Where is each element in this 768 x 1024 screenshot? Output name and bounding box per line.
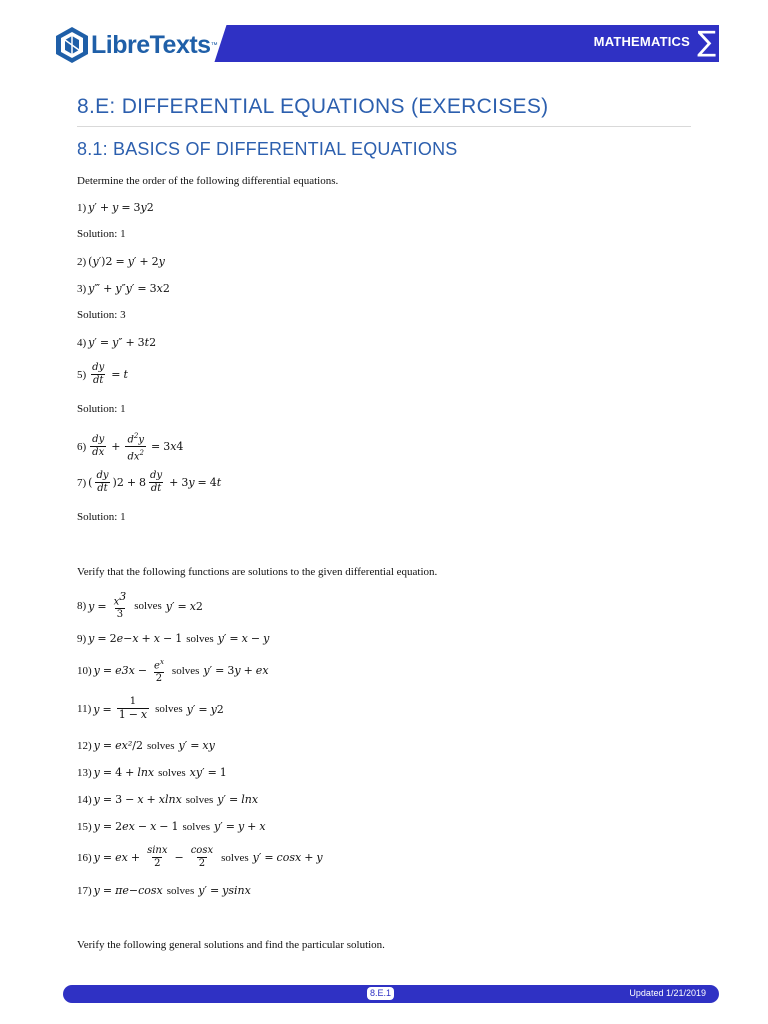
solution-7: Solution: 1 <box>77 511 126 523</box>
title-divider <box>77 126 691 127</box>
logo-text: LibreTexts <box>91 30 211 59</box>
problem-15: 15) y = 2 e x − x − 1 solves y ′ = y + x <box>77 820 266 833</box>
problem-12: 12) y = e x² /2 solves y ′ = xy <box>77 739 215 752</box>
solution-5: Solution: 1 <box>77 403 126 415</box>
libretexts-cube-icon <box>55 26 89 64</box>
problem-11: 11) y = $\frac{1}{1 - x}$ solves y ′ = y 2 <box>77 696 224 721</box>
page-title: 8.E: DIFFERENTIAL EQUATIONS (EXERCISES) <box>77 95 549 118</box>
problem-13: 13) y = 4 + lnx solves xy ′ = 1 <box>77 766 227 779</box>
problem-7: 7) ( $\frac{dy}{dt}$ ) 2 + 8 $\frac{dy}{dt}$ + 3 y = 4 t <box>77 470 222 494</box>
sigma-icon: ∑ <box>697 25 716 58</box>
problem-4: 4) y ′ = y ″ + 3 t 2 <box>77 336 157 349</box>
problem-9: 9) y = 2 e −x + x − 1 solves y ′ = x − y <box>77 632 270 645</box>
problem-17: 17) y = πe −cosx solves y ′ = ysinx <box>77 884 251 897</box>
section-title: 8.1: BASICS OF DIFFERENTIAL EQUATIONS <box>77 139 458 159</box>
instruction-order: Determine the order of the following differential equations. <box>77 175 339 187</box>
problem-2: 2) ( y ′) 2 = y ′ + 2 y <box>77 255 165 268</box>
problem-6: 6) $\frac{dy}{dx}$ + $\frac{d^2y}{dx^2}$ = 3 x 4 <box>77 432 184 463</box>
problem-3: 3) y ‴ + y ″ y ′ = 3 x 2 <box>77 282 170 295</box>
problem-5: 5) $\frac{dy}{dt}$ = t <box>77 362 128 386</box>
instruction-general: Verify the following general solutions and find the particular solution. <box>77 939 385 951</box>
solution-3: Solution: 3 <box>77 309 126 321</box>
page-number: 8.E.1 <box>367 987 394 1000</box>
subject-label[interactable]: MATHEMATICS <box>593 34 690 49</box>
problem-1: 1) y ′ + y = 3 y 2 <box>77 201 154 214</box>
instruction-verify: Verify that the following functions are solutions to the given differential equation. <box>77 566 438 578</box>
problem-8: 8) y = $\frac{x^3}{3}$ solves y ′ = x 2 <box>77 590 203 621</box>
problem-10: 10) y = e 3x − $\frac{e^x}{2}$ solves y ′ = 3 y + e x <box>77 658 269 685</box>
solution-1: Solution: 1 <box>77 228 126 240</box>
problem-14: 14) y = 3 − x + xlnx solves y ′ = lnx <box>77 793 259 806</box>
problem-16: 16) y = e x + $\frac{\sin x}{2}$ − $\frac{\cos x}{2}$ solves y ′ = cosx + y <box>77 845 323 869</box>
updated-date: Updated 1/21/2019 <box>629 988 706 998</box>
libretexts-logo[interactable] <box>55 25 218 65</box>
logo-trademark: ™ <box>210 41 218 49</box>
